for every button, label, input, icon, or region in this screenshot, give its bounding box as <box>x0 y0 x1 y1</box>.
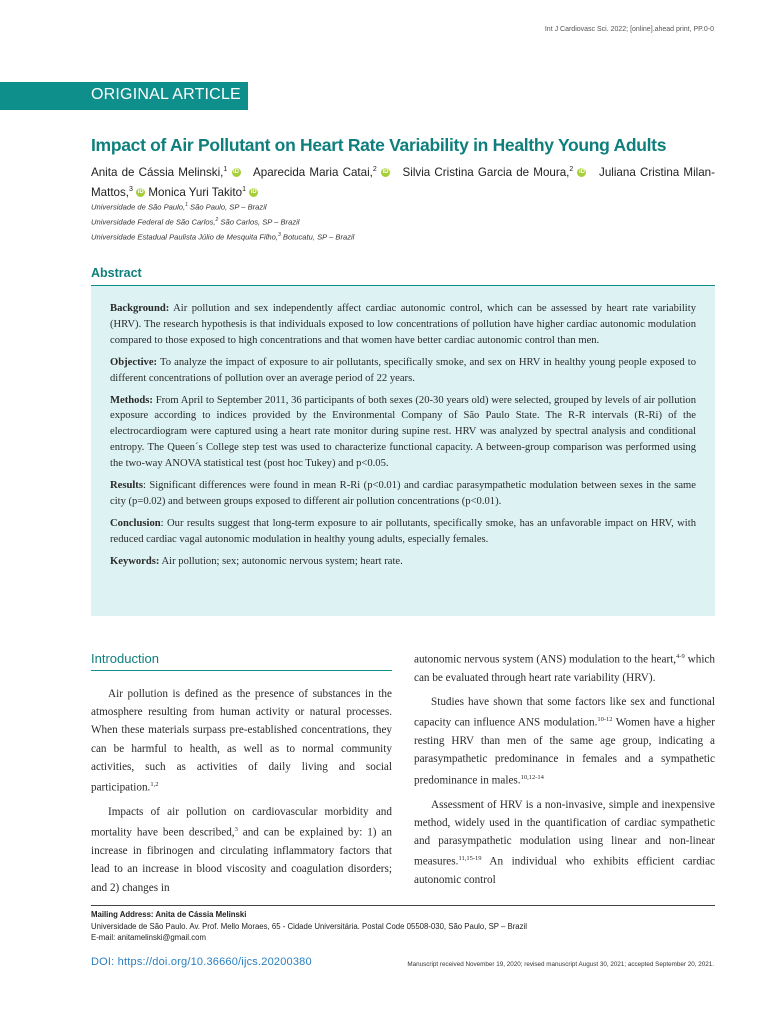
introduction-divider <box>91 670 392 671</box>
conclusion-text: : Our results suggest that long-term exposure to air pollutants, specifically smoke, has an unfavorable impact on HRV, with reduced cardiac vagal autonomic modulation in healthy young adults, especially females. <box>110 517 696 545</box>
article-title: Impact of Air Pollutant on Heart Rate Variability in Healthy Young Adults <box>91 135 667 155</box>
paragraph-text: An individual who exhibits efficient cardiac autonomic control <box>414 855 715 887</box>
objective-label: Objective: <box>110 356 158 368</box>
body-column-left <box>91 685 392 903</box>
affiliation-location: Botucatu, SP – Brazil <box>280 232 355 242</box>
mailing-heading: Mailing Address: Anita de Cássia Melinski <box>91 910 247 919</box>
abstract-keywords <box>110 554 696 570</box>
paragraph-text: Women have a higher resting HRV than men of the same age group, indicating a parasympathetic predominance in females and a sympathetic predominance in males. <box>414 717 715 787</box>
methods-text: From April to September 2011, 36 participants of both sexes (20-30 years old) were selected, grouped by levels of air pollution exposure according to indices provided by the Environmental Company of São Paulo State. The R-R intervals (R-Ri) of the electrocardiogram were captured using a heart rate monitor during supine rest. HRV was analyzed by spectral analysis and conditional entropy. The Queen´s College step test was used to characterize functional capacity. A between-group comparison was performed using the two-way ANOVA statistical test (post hoc Tukey) and p<0.05. <box>110 394 696 470</box>
orcid-icon[interactable]: iD <box>137 188 144 195</box>
introduction-heading: Introduction <box>91 651 159 666</box>
footer-divider <box>91 905 715 906</box>
methods-label: Methods: <box>110 394 153 406</box>
citation: 1,2 <box>150 781 159 789</box>
mailing-email[interactable]: E-mail: anitamelinski@gmail.com <box>91 933 206 942</box>
author-name: Anita de Cássia Melinski, <box>91 165 224 179</box>
affiliation-line <box>91 214 721 229</box>
abstract-objective <box>110 355 696 387</box>
affiliation-number: 2 <box>215 217 219 224</box>
citation: 10-12 <box>597 716 613 724</box>
affiliations <box>91 199 721 244</box>
citation: 4-9 <box>676 653 685 660</box>
body-column-right <box>414 648 715 895</box>
author-name: Silvia Cristina Garcia de Moura, <box>402 165 570 179</box>
orcid-icon[interactable]: iD <box>250 188 257 195</box>
paragraph-text: Studies have shown that some factors like sex and functional capacity can influence ANS modulation. <box>414 696 715 730</box>
affiliation-number: 3 <box>278 232 281 239</box>
abstract-conclusion <box>110 516 696 548</box>
abstract-box <box>91 286 715 616</box>
mailing-address <box>91 909 715 944</box>
affiliation-location: São Paulo, SP – Brazil <box>187 202 267 212</box>
citation: 11,15-19 <box>458 855 482 863</box>
body-paragraph <box>414 693 715 789</box>
keywords-label: Keywords: <box>110 555 160 567</box>
body-paragraph <box>414 648 715 687</box>
author-affiliation-number: 1 <box>223 166 228 173</box>
author-affiliation-number: 2 <box>372 166 377 173</box>
orcid-icon[interactable]: iD <box>233 168 239 175</box>
author-name: Aparecida Maria Catai, <box>253 165 373 179</box>
abstract-heading: Abstract <box>91 266 142 280</box>
keywords-text: Air pollution; sex; autonomic nervous system; heart rate. <box>159 555 403 567</box>
orcid-icon[interactable]: iD <box>578 168 585 175</box>
affiliation-number: 1 <box>185 202 188 208</box>
paragraph-text: which can be evaluated through heart rate variability (HRV). <box>414 653 715 684</box>
conclusion-label: Conclusion <box>110 517 161 529</box>
author-affiliation-number: 1 <box>242 185 246 193</box>
background-label: Background: <box>110 303 170 314</box>
mailing-street: Universidade de São Paulo. Av. Prof. Mello Moraes, 65 - Cidade Universitária. Postal Code 05508-030, São Paulo, SP – Brazil <box>91 921 528 931</box>
background-text: Air pollution and sex independently affect cardiac autonomic control, which can be assessed by heart rate variability (HRV). The research hypothesis is that individuals exposed to low concentrations of pollution have higher cardiac autonomic modulation compared to those exposed to high concentrations and that women have better cardiac autonomic control than men. <box>110 303 696 346</box>
affiliation-line <box>91 199 721 214</box>
objective-text: To analyze the impact of exposure to air pollutants, specifically smoke, and sex on HRV in healthy young people exposed to different concentrations of pollution over an average period of 22 years. <box>110 356 696 384</box>
author-affiliation-number: 2 <box>569 166 574 173</box>
paragraph-text: Assessment of HRV is a non-invasive, simple and inexpensive method, widely used in the quantification of cardiac sympathetic and parasympathetic modulation using linear and non-linear measures. <box>414 798 715 868</box>
paragraph-text: and can be explained by: 1) an increase in fibrinogen and circulating inflammatory factors that lead to an increase in blood viscosity and coagulation disorders; and 2) changes in <box>91 826 392 894</box>
affiliation-line <box>91 229 721 244</box>
affiliation-institution: Universidade Estadual Paulista Júlio de Mesquita Filho, <box>91 232 278 242</box>
body-paragraph <box>91 803 392 897</box>
citation: 3 <box>234 826 238 834</box>
author-name: Monica Yuri Takito <box>148 185 243 199</box>
abstract-background <box>110 301 696 349</box>
abstract-results <box>110 478 696 510</box>
body-paragraph <box>91 685 392 797</box>
affiliation-location: São Carlos, SP – Brazil <box>218 217 300 227</box>
author-list <box>91 161 715 201</box>
manuscript-dates: Manuscript received November 19, 2020; revised manuscript August 30, 2021; accepted September 20, 2021. <box>407 961 714 968</box>
body-paragraph <box>414 796 715 890</box>
affiliation-institution: Universidade Federal de São Carlos, <box>91 217 216 227</box>
section-label: ORIGINAL ARTICLE <box>91 86 241 103</box>
paragraph-text: Air pollution is defined as the presence of substances in the atmosphere resulting from human activity or natural processes. When these materials surpass pre-established concentrations, they can be harmful to health, as well as to normal community activities, such as activities of daily living and social participation. <box>91 688 392 794</box>
orcid-icon[interactable]: iD <box>382 168 389 175</box>
abstract-methods <box>110 393 696 473</box>
doi-link[interactable]: DOI: https://doi.org/10.36660/ijcs.20200380 <box>91 956 312 968</box>
paragraph-text: Impacts of air pollution on cardiovascular morbidity and mortality have been described, <box>91 805 392 839</box>
paragraph-text: autonomic nervous system (ANS) modulation to the heart, <box>414 653 677 666</box>
results-label: Results <box>110 480 143 492</box>
citation: 10,12-14 <box>520 773 544 781</box>
author-name: Juliana Cristina Milan-Mattos, <box>91 165 715 199</box>
results-text: : Significant differences were found in mean R-Ri (p<0.01) and cardiac parasympathetic modulation between sexes in the same city (p=0.02) and between groups exposed to different air pollution concentrations (p<0.01). <box>110 480 696 507</box>
journal-reference: Int J Cardiovasc Sci. 2022; [online].ahead print, PP.0-0 <box>544 26 714 33</box>
author-affiliation-number: 3 <box>129 185 133 193</box>
affiliation-institution: Universidade de São Paulo, <box>91 202 186 212</box>
